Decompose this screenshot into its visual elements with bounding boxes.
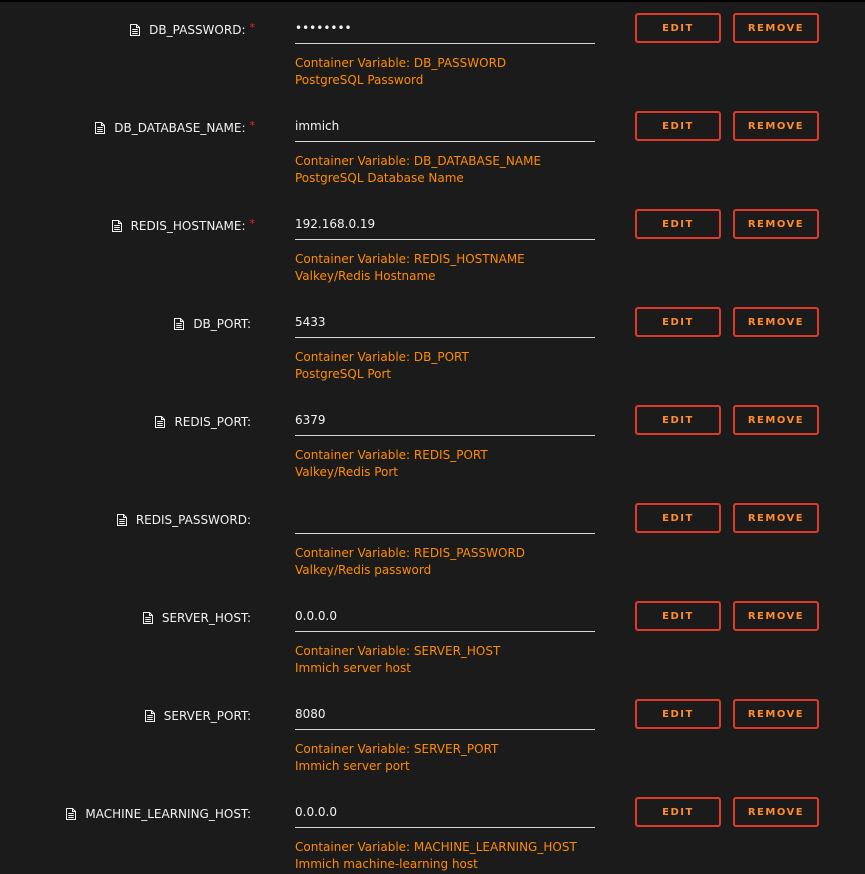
container-variable-text: Container Variable: REDIS_PASSWORD	[295, 546, 526, 560]
file-text-icon	[174, 318, 184, 330]
required-marker: *	[249, 20, 255, 34]
variable-value-field[interactable]	[295, 699, 595, 730]
remove-button[interactable]: REMOVE	[733, 307, 819, 337]
variable-row	[0, 13, 865, 111]
variable-label-text: SERVER_PORT:	[163, 709, 251, 723]
edit-button[interactable]: EDIT	[635, 797, 721, 827]
container-variable-text: Container Variable: REDIS_HOSTNAME	[295, 252, 525, 266]
variable-description: Valkey/Redis password	[295, 563, 432, 577]
remove-button[interactable]: REMOVE	[733, 601, 819, 631]
variable-label	[130, 21, 255, 39]
edit-button[interactable]: EDIT	[635, 13, 721, 43]
variable-description: PostgreSQL Database Name	[295, 171, 464, 185]
file-text-icon	[95, 122, 105, 134]
variable-value: 6379	[295, 413, 326, 427]
variable-row	[0, 307, 865, 405]
container-variable-text: Container Variable: MACHINE_LEARNING_HOST	[295, 840, 577, 854]
remove-button[interactable]: REMOVE	[733, 405, 819, 435]
top-border	[0, 0, 865, 2]
variable-value-field[interactable]	[295, 111, 595, 142]
variable-description: Valkey/Redis Port	[295, 465, 399, 479]
variable-description-block	[295, 545, 525, 579]
variable-row	[0, 797, 865, 874]
container-variable-text: Container Variable: REDIS_PORT	[295, 448, 488, 462]
variable-row	[0, 209, 865, 307]
file-text-icon	[143, 612, 153, 624]
variable-label	[117, 511, 255, 529]
variable-description: PostgreSQL Port	[295, 367, 392, 381]
file-text-icon	[112, 220, 122, 232]
variable-label	[143, 609, 255, 627]
variable-value-field[interactable]	[295, 797, 595, 828]
edit-button[interactable]: EDIT	[635, 405, 721, 435]
file-text-icon	[155, 416, 165, 428]
variable-row	[0, 699, 865, 797]
variable-value-field[interactable]	[295, 503, 595, 534]
variable-description-block	[295, 643, 500, 677]
file-text-icon	[117, 514, 127, 526]
container-variable-text: Container Variable: DB_PORT	[295, 350, 469, 364]
variable-label	[174, 315, 255, 333]
variable-label-text: REDIS_PORT:	[174, 415, 251, 429]
variable-value: 0.0.0.0	[295, 609, 337, 623]
variable-description: Valkey/Redis Hostname	[295, 269, 436, 283]
variable-label	[112, 217, 255, 235]
variable-value-field[interactable]	[295, 307, 595, 338]
variable-value: 5433	[295, 315, 326, 329]
variable-row	[0, 111, 865, 209]
variable-value-field[interactable]	[295, 601, 595, 632]
edit-button[interactable]: EDIT	[635, 699, 721, 729]
variable-description-block	[295, 55, 506, 89]
variable-label-text: REDIS_HOSTNAME:	[130, 219, 246, 233]
edit-button[interactable]: EDIT	[635, 307, 721, 337]
variable-description-block	[295, 839, 577, 873]
variable-label	[145, 707, 255, 725]
variable-value: 192.168.0.19	[295, 217, 376, 231]
remove-button[interactable]: REMOVE	[733, 13, 819, 43]
variable-description-block	[295, 447, 488, 481]
container-variable-text: Container Variable: DB_DATABASE_NAME	[295, 154, 542, 168]
file-text-icon	[145, 710, 155, 722]
edit-button[interactable]: EDIT	[635, 111, 721, 141]
variable-label-text: REDIS_PASSWORD:	[135, 513, 251, 527]
remove-button[interactable]: REMOVE	[733, 699, 819, 729]
edit-button[interactable]: EDIT	[635, 503, 721, 533]
variable-value-field[interactable]	[295, 13, 595, 44]
remove-button[interactable]: REMOVE	[733, 209, 819, 239]
required-marker: *	[249, 118, 255, 132]
variable-label	[66, 805, 255, 823]
remove-button[interactable]: REMOVE	[733, 111, 819, 141]
container-variable-text: Container Variable: SERVER_HOST	[295, 644, 501, 658]
file-text-icon	[66, 808, 76, 820]
variable-description-block	[295, 153, 541, 187]
variable-row	[0, 405, 865, 503]
remove-button[interactable]: REMOVE	[733, 797, 819, 827]
variable-description: Immich server port	[295, 759, 410, 773]
variable-value: 8080	[295, 707, 326, 721]
variable-value: immich	[295, 119, 340, 133]
variable-label-text: MACHINE_LEARNING_HOST:	[85, 807, 251, 821]
variable-label-text: DB_PORT:	[193, 317, 251, 331]
file-text-icon	[130, 24, 140, 36]
edit-button[interactable]: EDIT	[635, 209, 721, 239]
variable-description: Immich machine-learning host	[295, 857, 478, 871]
variable-value-field[interactable]	[295, 209, 595, 240]
variable-value: ••••••••	[295, 21, 352, 35]
variable-description-block	[295, 349, 469, 383]
variable-description-block	[295, 251, 525, 285]
variable-description: PostgreSQL Password	[295, 73, 424, 87]
variable-row	[0, 601, 865, 699]
variable-label-text: DB_PASSWORD:	[149, 23, 246, 37]
variable-label-text: DB_DATABASE_NAME:	[114, 121, 246, 135]
variable-label-text: SERVER_HOST:	[161, 611, 251, 625]
container-variable-text: Container Variable: SERVER_PORT	[295, 742, 499, 756]
variable-label	[95, 119, 255, 137]
variable-value: 0.0.0.0	[295, 805, 337, 819]
remove-button[interactable]: REMOVE	[733, 503, 819, 533]
variable-description-block	[295, 741, 498, 775]
variable-description: Immich server host	[295, 661, 411, 675]
variable-row	[0, 503, 865, 601]
variable-label	[155, 413, 255, 431]
container-variable-text: Container Variable: DB_PASSWORD	[295, 56, 507, 70]
required-marker: *	[249, 216, 255, 230]
variable-value-field[interactable]	[295, 405, 595, 436]
edit-button[interactable]: EDIT	[635, 601, 721, 631]
